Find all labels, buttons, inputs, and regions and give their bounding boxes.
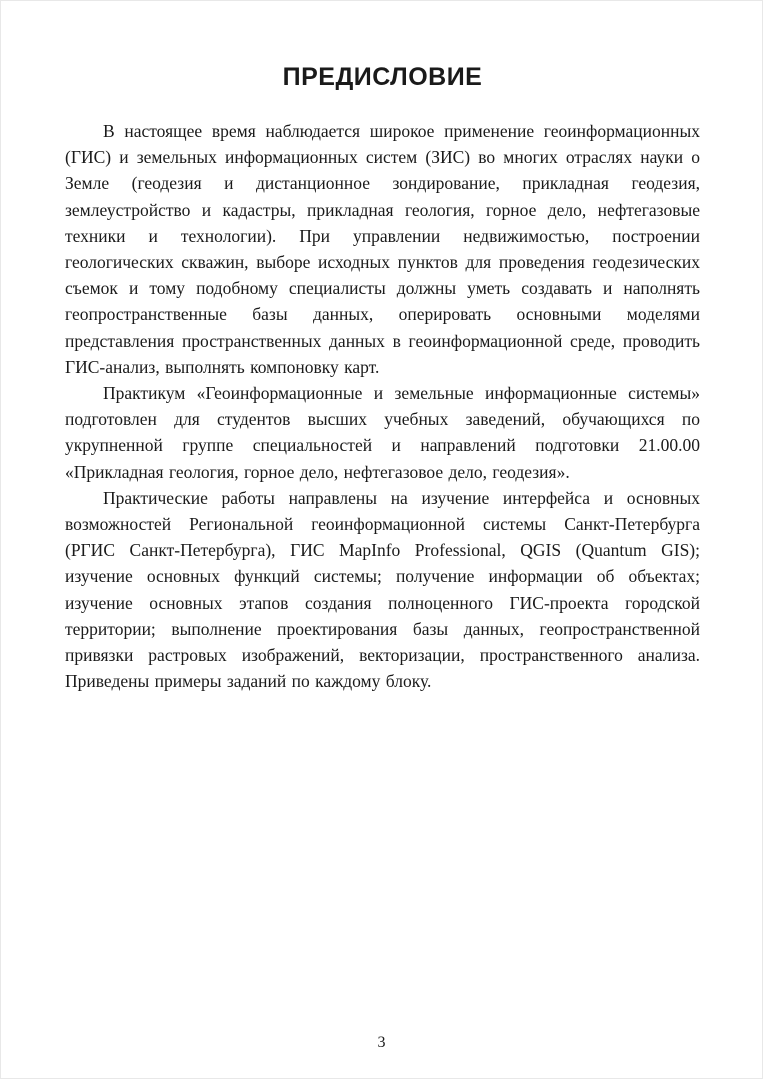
paragraph-practical-works: Практические работы направлены на изучение интерфейса и основных возможностей Региональной геоинформационной системы Санкт-Петербурга (РГИС Санкт-Петербурга), ГИС MapInfo Professional, QGIS (Quantum GIS); изучение основных функций системы; получение информации об объектах; изучение основных этапов создания полноценного ГИС-проекта городской территории; выполнение проектирования базы данных, геопространственной привязки растровых изображений, векторизации, пространственного анализа. Приведены примеры заданий по каждому блоку.	[65, 487, 700, 692]
page-title: ПРЕДИСЛОВИЕ	[282, 63, 483, 91]
page-content	[65, 63, 700, 694]
page-number: 3	[377, 1034, 386, 1051]
body-text	[65, 118, 700, 694]
paragraph-practicum: Практикум «Геоинформационные и земельные информационные системы» подготовлен для студентов высших учебных заведений, обучающихся по укрупненной группе специальностей и направлений подготовки 21.00.00 «Прикладная геология, горное дело, нефтегазовое дело, геодезия».	[65, 383, 700, 482]
paragraph-intro: В настоящее время наблюдается широкое применение геоинформационных (ГИС) и земельных информационных систем (ЗИС) во многих отраслях науки о Земле (геодезия и дистанционное зондирование, прикладная геодезия, землеустройство и кадастры, прикладная геология, горное дело, нефтегазовые техники и технологии). При управлении недвижимостью, построении геологических скважин, выборе исходных пунктов для проведения геодезических съемок и тому подобному специалисты должны уметь создавать и наполнять геопространственные базы данных, оперировать основными моделями представления пространственных данных в геоинформационной среде, проводить ГИС-анализ, выполнять компоновку карт.	[65, 121, 700, 377]
